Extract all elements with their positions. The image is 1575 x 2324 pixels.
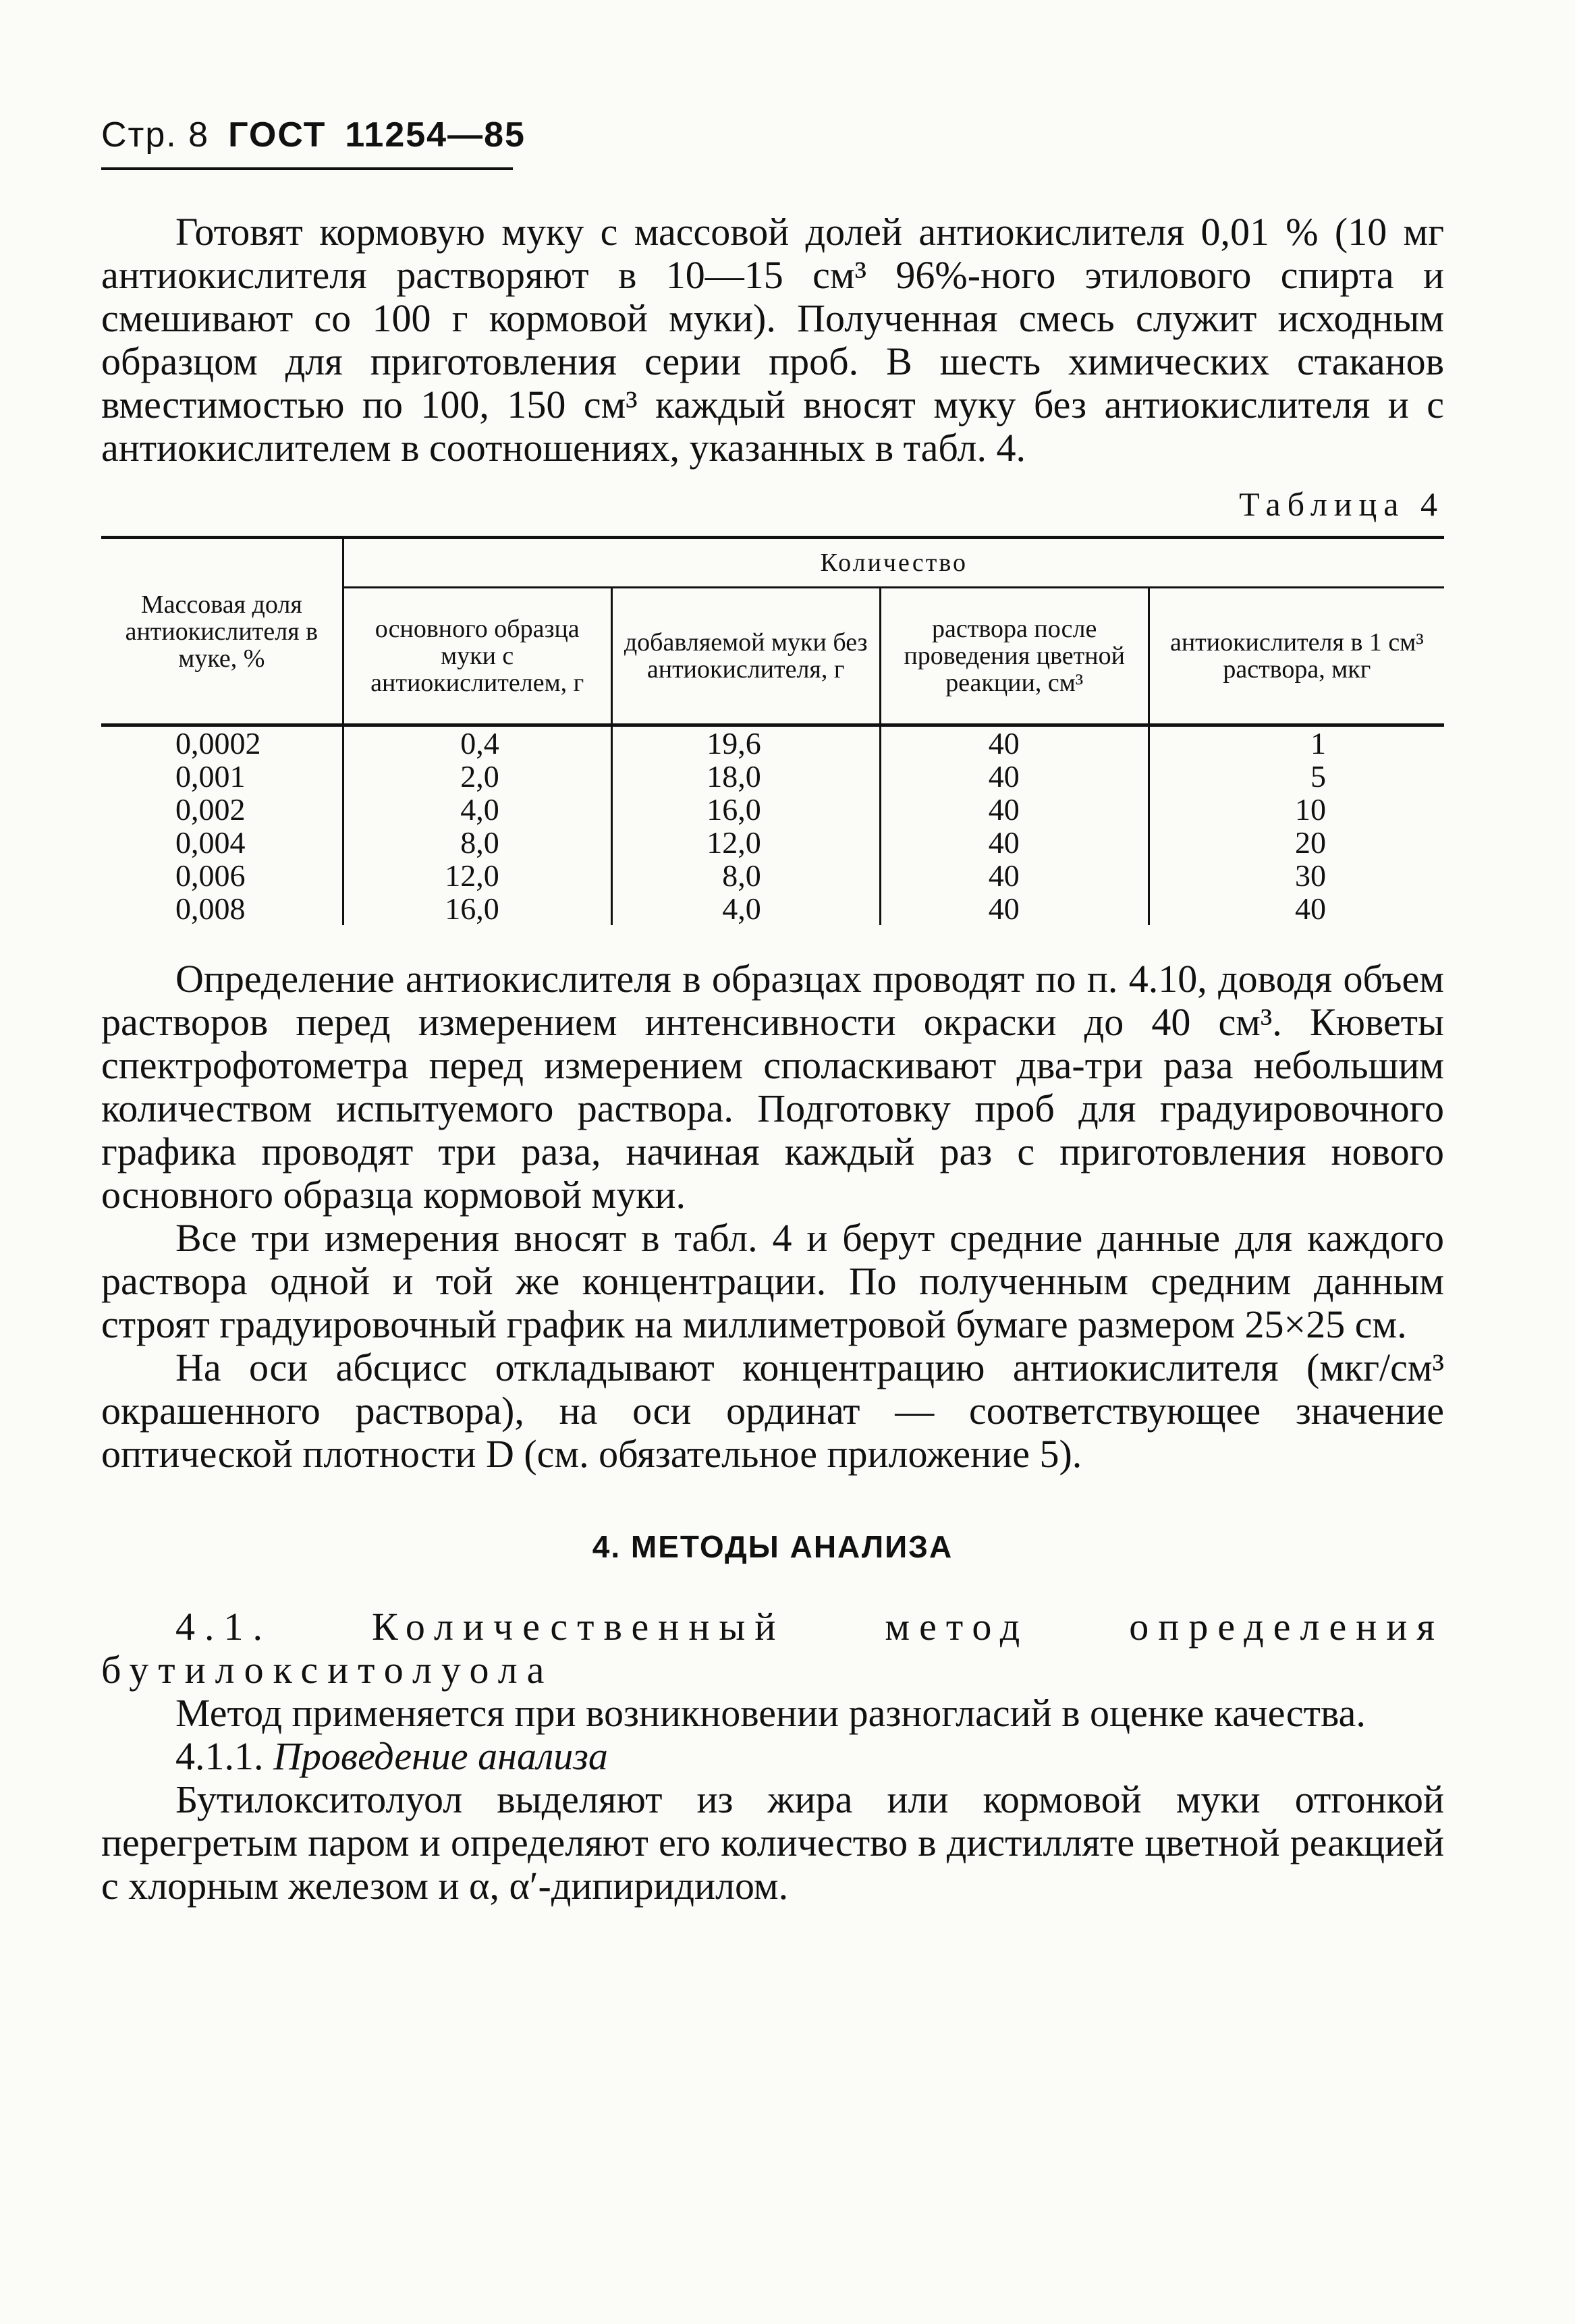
table-column-added-flour	[611, 725, 880, 926]
paragraph-determination: Определение антиокислителя в образцах проводят по п. 4.10, доводя объем растворов перед измерением интенсивности окраски до 40 см³. Кюветы спектрофотометра перед измерением споласкивают два-три раза небольшим количеством испытуемого раствора. Подготовку проб для градуировочного графика проводят три раза, начиная каждый раз с приготовления нового основного образца кормовой муки.	[101, 957, 1444, 1217]
item-text: Бутилокситолуол выделяют из жира или кормовой муки отгонкой перегретым паром и определяют его количество в дистилляте цветной реакцией с хлорным железом и α, α′-дипиридилом.	[101, 1777, 1444, 1908]
table-cell: 4,0	[722, 891, 761, 926]
table-cell: 0,006	[175, 858, 246, 893]
document-page	[101, 115, 1444, 1908]
section-title: 4. МЕТОДЫ АНАЛИЗА	[592, 1529, 954, 1564]
table-cell: 8,0	[460, 825, 499, 860]
table-cell: 40	[1295, 891, 1326, 926]
table-cell: 0,004	[175, 825, 246, 860]
intro-paragraph: Готовят кормовую муку с массовой долей антиокислителя 0,01 % (10 мг антиокислителя растворяют в 10—15 см³ 96%-ного этилового спирта и смешивают со 100 г кормовой муки). Полученная смесь служит исходным образцом для приготовления серии проб. В шесть химических стаканов вместимостью по 100, 150 см³ каждый вносят муку без антиокислителя и с антиокислителем в соотношениях, указанных в табл. 4.	[101, 210, 1444, 470]
table-cell: 0,008	[175, 891, 246, 926]
group-header-quantity: Количество	[343, 538, 1444, 588]
standard-number: 11254—85	[345, 115, 526, 155]
table-column-solution-volume	[880, 725, 1149, 926]
table-cell: 12,0	[445, 858, 499, 893]
table-cell: 4,0	[460, 792, 499, 827]
table-cell: 10	[1295, 792, 1326, 827]
item-heading	[101, 1735, 1444, 1778]
table-cell: 5	[1310, 759, 1326, 794]
table-cell: 40	[988, 759, 1020, 794]
header-rule	[101, 167, 513, 170]
table-cell: 0,0002	[175, 726, 261, 760]
table-cell: 2,0	[460, 759, 499, 794]
table-cell: 1	[1310, 726, 1326, 760]
table-cell: 40	[988, 825, 1020, 860]
table-cell: 0,4	[460, 726, 499, 760]
item-number: 4.1.1.	[175, 1734, 264, 1778]
col-header-antioxidant-amount: антиокислителя в 1 см³ раствора, мкг	[1149, 588, 1444, 725]
table-cell: 16,0	[707, 792, 761, 827]
page-number: Стр. 8	[101, 115, 210, 155]
table-column-mass-fraction	[101, 725, 343, 926]
table-column-antioxidant-amount	[1149, 725, 1444, 926]
table-cell: 30	[1295, 858, 1326, 893]
col-header-added-flour: добавляемой муки без антиокислителя, г	[611, 588, 880, 725]
col-header-base-sample: основного образца муки с антиокислителем, г	[343, 588, 611, 725]
subsection-text: Метод применяется при возникновении разногласий в оценке качества.	[175, 1691, 1366, 1735]
paragraph-measurements: Все три измерения вносят в табл. 4 и берут средние данные для каждого раствора одной и той же концентрации. По полученным средним данным строят градуировочный график на миллиметровой бумаге размером 25×25 см.	[101, 1216, 1444, 1346]
data-table	[101, 536, 1444, 925]
table-cell: 12,0	[707, 825, 761, 860]
item-title: Проведение анализа	[273, 1734, 608, 1778]
page-header	[101, 115, 1444, 155]
col-header-mass-fraction: Массовая доля антиокислителя в муке, %	[101, 538, 343, 725]
col-header-solution-volume: раствора после проведения цветной реакции, см³	[880, 588, 1149, 725]
subsection-title: 4.1. Количественный метод определения бутилокситолуола	[101, 1605, 1444, 1692]
table-cell: 40	[988, 858, 1020, 893]
standard-label: ГОСТ	[228, 115, 327, 155]
table-cell: 19,6	[707, 726, 761, 760]
table-cell: 0,001	[175, 759, 246, 794]
table-cell: 0,002	[175, 792, 246, 827]
paragraph-axes: На оси абсцисс откладывают концентрацию антиокислителя (мкг/см³ окрашенного раствора), на оси ординат — соответствующее значение оптической плотности D (см. обязательное приложение 5).	[101, 1346, 1444, 1476]
table-caption: Таблица 4	[1239, 485, 1444, 523]
table-cell: 20	[1295, 825, 1326, 860]
table-cell: 8,0	[722, 858, 761, 893]
table-cell: 40	[988, 891, 1020, 926]
table-cell: 18,0	[707, 759, 761, 794]
table-cell: 40	[988, 726, 1020, 760]
table-cell: 16,0	[445, 891, 499, 926]
table-column-base-sample	[343, 725, 611, 926]
table-cell: 40	[988, 792, 1020, 827]
